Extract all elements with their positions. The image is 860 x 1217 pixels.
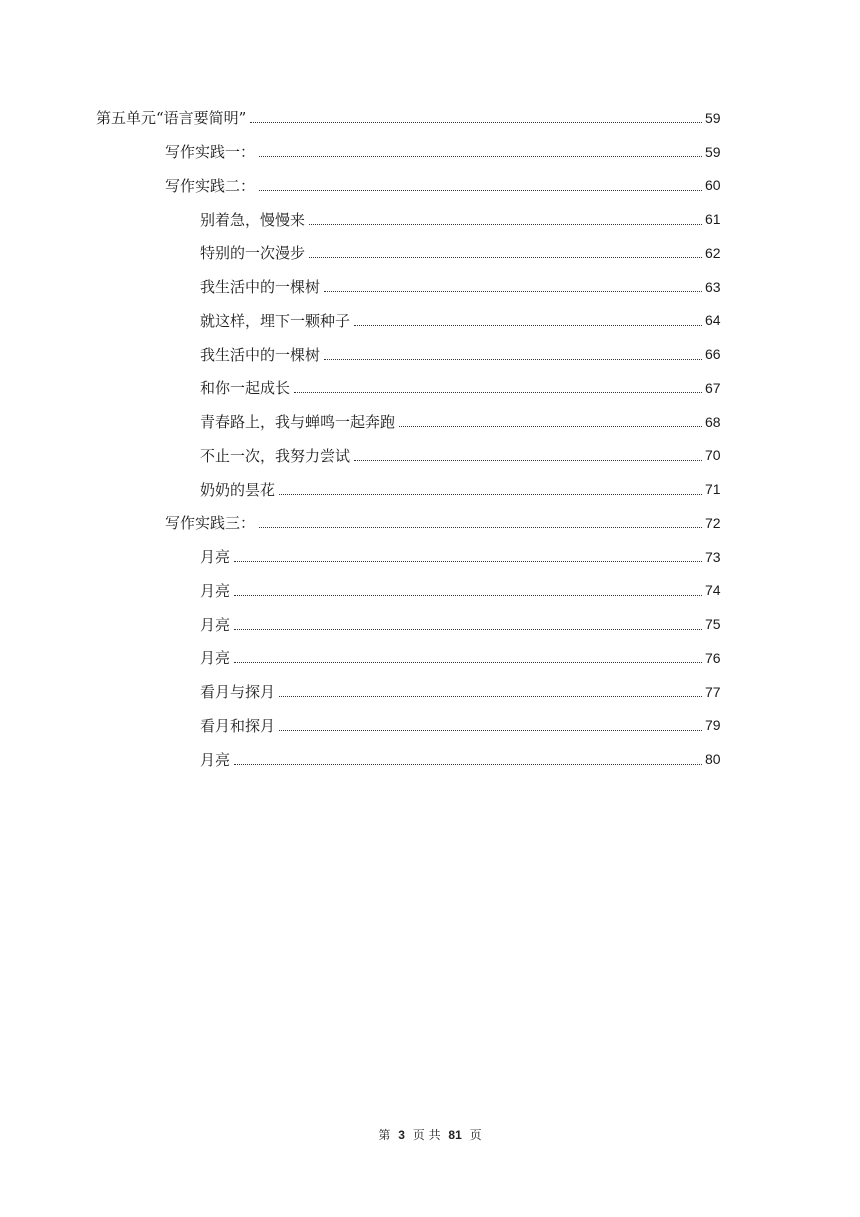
toc-entry-page-number: 63 <box>705 278 721 295</box>
toc-entry-page-number: 59 <box>705 109 721 126</box>
footer-current-page: 3 <box>398 1128 405 1142</box>
toc-entry[interactable] <box>0 506 860 540</box>
toc-entry-page-number: 64 <box>705 312 721 329</box>
toc-dot-leader <box>324 290 702 292</box>
toc-entry[interactable] <box>0 371 860 405</box>
toc-dot-leader <box>234 763 702 765</box>
toc-dot-leader <box>309 223 702 225</box>
toc-entry[interactable] <box>0 304 860 338</box>
toc-entry-page-number: 61 <box>705 211 721 228</box>
toc-entry-page-number: 75 <box>705 616 721 633</box>
toc-entry-page-number: 68 <box>705 413 721 430</box>
toc-entry[interactable] <box>0 439 860 473</box>
toc-entry-title: 写作实践二： <box>165 176 256 195</box>
toc-entry-page-number: 67 <box>705 379 721 396</box>
toc-entry-title: 看月与探月 <box>200 683 276 702</box>
toc-entry-page-number: 80 <box>705 751 721 768</box>
table-of-contents <box>0 101 860 776</box>
toc-entry-page-number: 70 <box>705 447 721 464</box>
toc-entry[interactable] <box>0 540 860 574</box>
toc-entry[interactable] <box>0 270 860 304</box>
toc-entry[interactable] <box>0 202 860 236</box>
toc-entry-title: 月亮 <box>200 750 231 769</box>
footer-suffix: 页 <box>469 1128 482 1142</box>
toc-entry[interactable] <box>0 607 860 641</box>
toc-dot-leader <box>234 661 702 663</box>
toc-entry[interactable] <box>0 709 860 743</box>
toc-dot-leader <box>354 324 702 326</box>
toc-entry-title: 特别的一次漫步 <box>200 244 306 263</box>
toc-entry-page-number: 71 <box>705 481 721 498</box>
toc-dot-leader <box>259 526 702 528</box>
toc-entry-page-number: 74 <box>705 582 721 599</box>
toc-entry-page-number: 73 <box>705 548 721 565</box>
toc-dot-leader <box>279 729 702 731</box>
toc-entry-title: 第五单元“语言要简明” <box>96 109 247 128</box>
toc-entry-title: 就这样，埋下一颗种子 <box>200 311 351 330</box>
toc-entry[interactable] <box>0 641 860 675</box>
toc-dot-leader <box>259 155 702 157</box>
toc-dot-leader <box>234 560 702 562</box>
toc-entry[interactable] <box>0 472 860 506</box>
toc-dot-leader <box>294 391 702 393</box>
toc-entry-title: 月亮 <box>200 615 231 634</box>
footer-total-pages: 81 <box>448 1128 462 1142</box>
toc-entry[interactable] <box>0 169 860 203</box>
toc-dot-leader <box>279 493 702 495</box>
toc-dot-leader <box>309 256 702 258</box>
toc-dot-leader <box>324 358 702 360</box>
toc-entry-title: 看月和探月 <box>200 716 276 735</box>
toc-entry-title: 不止一次，我努力尝试 <box>200 446 351 465</box>
toc-entry-title: 我生活中的一棵树 <box>200 278 321 297</box>
toc-entry-page-number: 72 <box>705 514 721 531</box>
toc-entry[interactable] <box>0 742 860 776</box>
toc-entry-title: 我生活中的一棵树 <box>200 345 321 364</box>
toc-entry-title: 月亮 <box>200 548 231 567</box>
toc-entry[interactable] <box>0 574 860 608</box>
page-footer <box>0 1126 860 1143</box>
toc-entry-title: 和你一起成长 <box>200 379 291 398</box>
toc-dot-leader <box>234 594 702 596</box>
toc-entry-title: 别着急，慢慢来 <box>200 210 306 229</box>
footer-middle: 页 共 <box>412 1128 441 1142</box>
toc-dot-leader <box>234 628 702 630</box>
toc-entry-title: 月亮 <box>200 581 231 600</box>
toc-entry-page-number: 76 <box>705 649 721 666</box>
toc-entry-page-number: 77 <box>705 683 721 700</box>
toc-entry-title: 月亮 <box>200 649 231 668</box>
toc-entry[interactable] <box>0 337 860 371</box>
footer-prefix: 第 <box>378 1128 391 1142</box>
toc-entry-page-number: 62 <box>705 244 721 261</box>
toc-entry[interactable] <box>0 135 860 169</box>
toc-dot-leader <box>399 425 702 427</box>
toc-dot-leader <box>354 459 702 461</box>
toc-entry-page-number: 59 <box>705 143 721 160</box>
toc-entry-page-number: 79 <box>705 717 721 734</box>
toc-entry-page-number: 66 <box>705 346 721 363</box>
toc-entry-title: 写作实践三： <box>165 514 256 533</box>
toc-entry-title: 奶奶的昙花 <box>200 480 276 499</box>
toc-entry[interactable] <box>0 405 860 439</box>
toc-entry-page-number: 60 <box>705 177 721 194</box>
toc-dot-leader <box>259 189 702 191</box>
toc-dot-leader <box>250 121 702 123</box>
toc-dot-leader <box>279 695 702 697</box>
toc-entry-title: 写作实践一： <box>165 143 256 162</box>
toc-entry[interactable] <box>0 675 860 709</box>
toc-entry[interactable] <box>0 101 860 135</box>
toc-entry-title: 青春路上，我与蝉鸣一起奔跑 <box>200 413 396 432</box>
toc-entry[interactable] <box>0 236 860 270</box>
